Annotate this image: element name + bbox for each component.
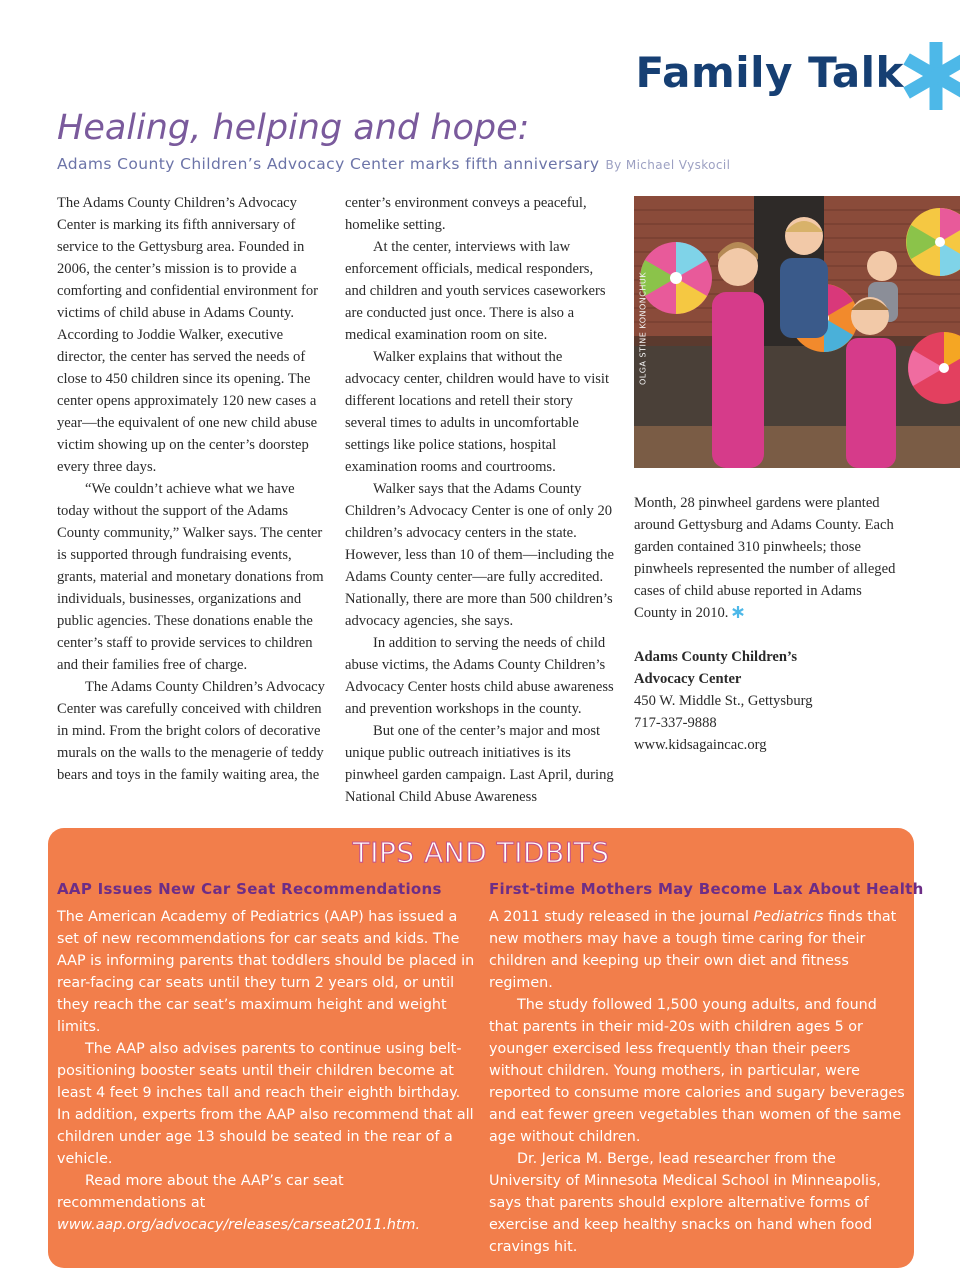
asterisk-logo-icon [900,40,960,112]
photo-credit-text: OLGA STINE KONONCHUK [638,272,648,385]
article-column-3 [634,492,896,624]
paragraph-text: finds that new mothers may have a tough time caring for their children and keeping up their own diet and fitness regimen. [489,909,897,991]
paragraph: The Adams County Children’s Advocacy Center was carefully conceived with children in mind. From the bright colors of decorative murals on the walls to the menagerie of teddy bears and toys in the family waiting area, the [57,679,325,783]
paragraph: “We couldn’t achieve what we have today without the support of the Adams County community,” Walker says. The center is supported through fundraising events, grants, material and monetary donations from individuals, businesses, organizations and public agencies. These donations enable the center’s staff to provide services to children and their families free of charge. [57,481,324,673]
paragraph: Read more about the AAP’s car seat recommendations at [57,1173,344,1211]
paragraph: Walker says that the Adams County Children’s Advocacy Center is one of only 20 children’s advocacy centers in the state. However, less than 10 of them—including the Adams County center—are fully accredited. Nationally, there are more than 500 children’s advocacy agencies, she says. [345,481,614,629]
paragraph [634,492,896,624]
paragraph: The American Academy of Pediatrics (AAP) has issued a set of new recommendations for car seats and kids. The AAP is informing parents that toddlers should be placed in rear-facing car seats until they turn 2 years old, or until they reach the car seat’s maximum height and weight limits. [57,909,475,1035]
paragraph: The Adams County Children’s Advocacy Center is marking its fifth anniversary of service to the Gettysburg area. Founded in 2006, the center’s mission is to provide a comforting and confidential environment for victims of child abuse in Adams County. According to Joddie Walker, executive director, the center has served the needs of close to 450 children since its opening. The center opens approximately 120 new cases a year—the equivalent of one new child abuse victim showing up on the center’s doorstep every three days. [57,195,318,475]
paragraph: The AAP also advises parents to continue using belt-positioning booster seats until their children become at least 4 feet 9 inches tall and reach their eighth birthday. In addition, experts from the AAP also recommend that all children under age 13 should be seated in the rear of a vehicle. [57,1041,474,1167]
paragraph: But one of the center’s major and most unique public outreach initiatives is its pinwheel garden campaign. Last April, during National Child Abuse Awareness [345,723,614,805]
article-column-1 [57,192,325,786]
photo-children-pinwheels [634,196,960,468]
contact-org: Advocacy Center [634,671,742,687]
tip-link[interactable]: www.aap.org/advocacy/releases/carseat2011.htm. [57,1217,421,1233]
tips-title: TIPS AND TIDBITS [352,836,610,869]
paragraph: center’s environment conveys a peaceful, homelike setting. [345,195,587,233]
paragraph: Dr. Jerica M. Berge, lead researcher from the University of Minnesota Medical School in Minneapolis, says that parents should explore alternative forms of exercise and keep healthy snacks on hand when food cravings hit. [489,1151,881,1255]
contact-website[interactable]: www.kidsagaincac.org [634,737,767,753]
tip-heading: First-time Mothers May Become Lax About Health [489,880,924,898]
end-mark-asterisk-icon [732,606,744,618]
contact-phone: 717-337-9888 [634,715,717,731]
article-column-2 [345,192,615,808]
article-subhead [57,155,730,173]
section-title: Family Talk [635,48,904,97]
tips-and-tidbits-box [48,828,924,1268]
byline: By Michael Vyskocil [605,158,731,172]
contact-address: 450 W. Middle St., Gettysburg [634,693,813,709]
article-headline: Healing, helping and hope: [57,108,530,148]
paragraph: The study followed 1,500 young adults, and found that parents in their mid-20s with children ages 5 or younger exercised less frequently than their peers without children. Young mothers, in particular, were reported to consume more calories and sugary beverages and eat fewer green vegetables than women of the same age without children. [489,997,905,1145]
contact-org: Adams County Children’s [634,649,797,665]
paragraph [489,906,907,994]
paragraph-text: Month, 28 pinwheel gardens were planted around Gettysburg and Adams County. Each garden contained 310 pinwheels; those pinwheels represented the number of alleged cases of child abuse reported in Adams County in 2010. [634,495,896,621]
paragraph-text: A 2011 study released in the journal [489,909,749,925]
paragraph: In addition to serving the needs of child abuse victims, the Adams County Children’s Advocacy Center hosts child abuse awareness and prevention workshops in the county. [345,635,614,717]
journal-name: Pediatrics [753,909,824,925]
paragraph: At the center, interviews with law enforcement officials, medical responders, and children and youth services caseworkers are conducted just once. There is also a medical examination room on site. [345,239,606,343]
contact-info [634,646,896,756]
tip-car-seats [57,880,475,1236]
tip-first-time-mothers [489,880,924,1258]
photo-credit [634,196,650,468]
paragraph: Walker explains that without the advocacy center, children would have to visit different locations and retell their story several times to adults in uncomfortable settings like police stations, hospital examination rooms and courtrooms. [345,349,610,475]
subhead-text: Adams County Children’s Advocacy Center marks fifth anniversary [57,155,600,173]
tip-heading: AAP Issues New Car Seat Recommendations [57,880,442,898]
